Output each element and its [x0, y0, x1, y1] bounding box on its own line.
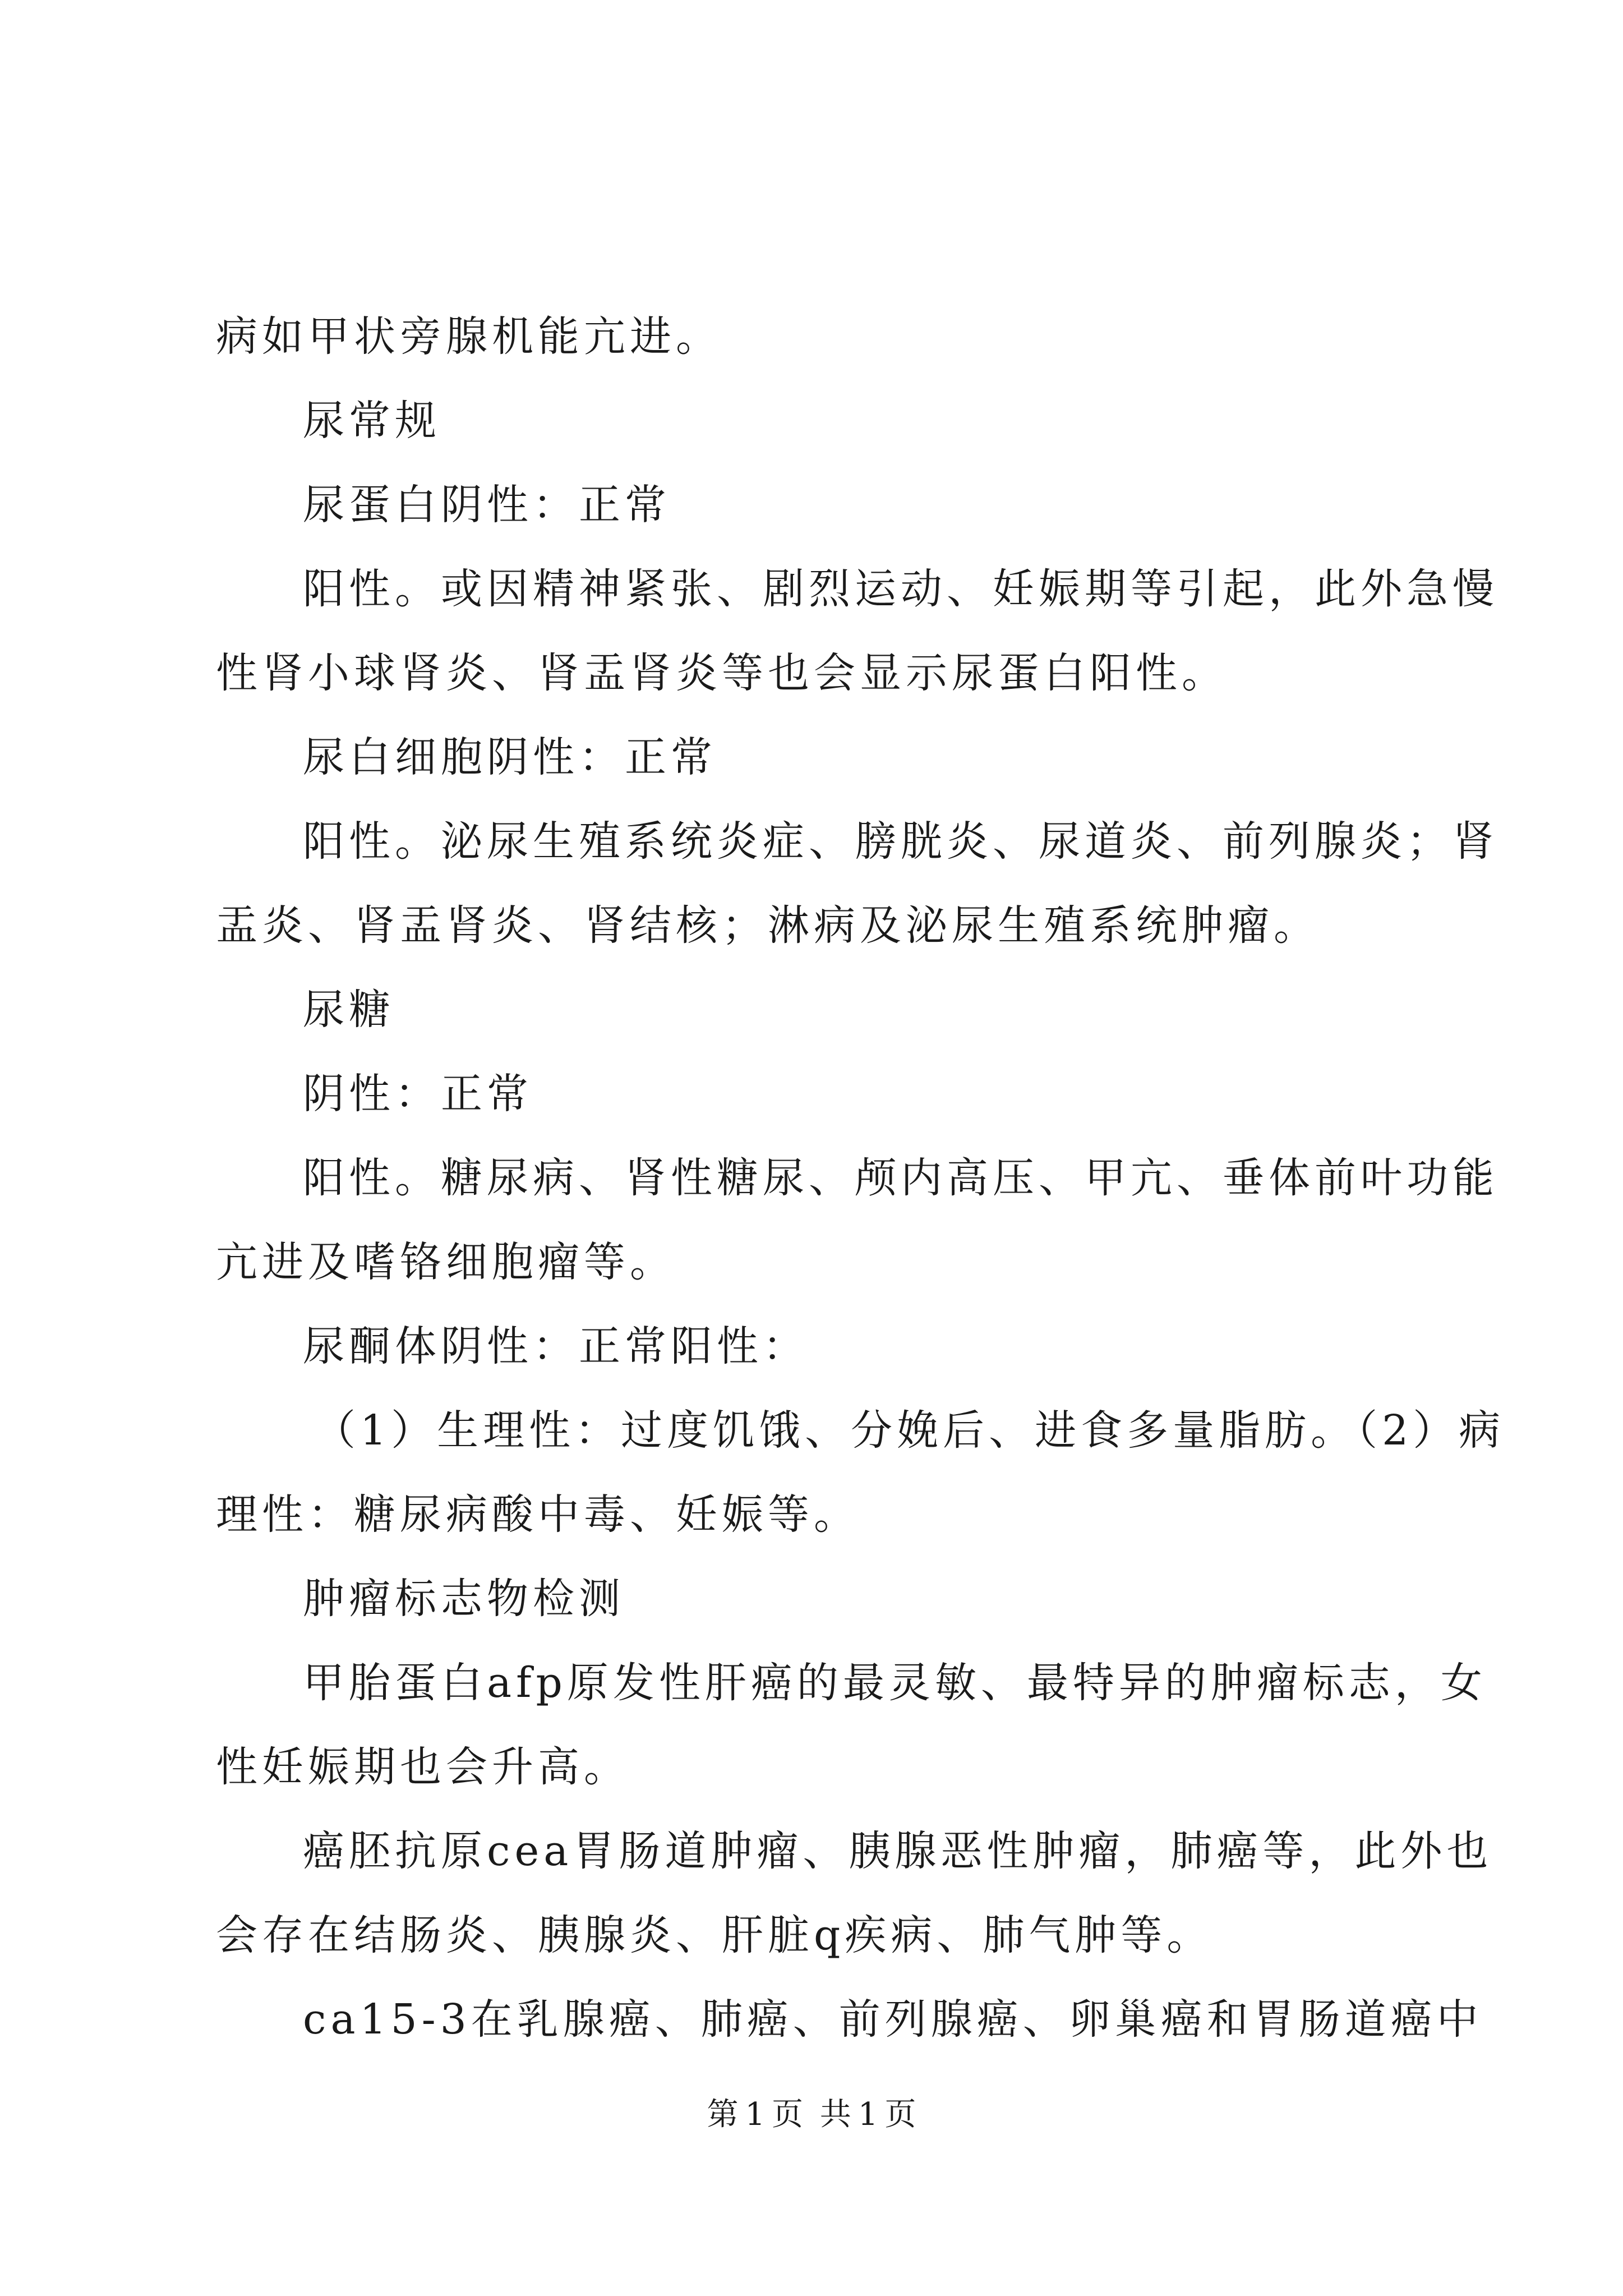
- page-label-prefix: 第: [707, 2096, 739, 2133]
- text-line-6: 尿白细胞阴性：正常: [303, 733, 717, 781]
- text-line-15: 理性：糖尿病酸中毒、妊娠等。: [216, 1490, 860, 1539]
- text-line-20: 会存在结肠炎、胰腺炎、肝脏q疾病、肺气肿等。: [216, 1911, 1213, 1959]
- text-line-19: 癌胚抗原cea胃肠道肿瘤、胰腺恶性肿瘤，肺癌等，此外也: [303, 1827, 1493, 1875]
- text-line-8: 盂炎、肾盂肾炎、肾结核；淋病及泌尿生殖系统肿瘤。: [216, 901, 1320, 950]
- text-line-1: 病如甲状旁腺机能亢进。: [216, 312, 722, 361]
- text-line-13: 尿酮体阴性：正常阳性：: [303, 1322, 809, 1370]
- section-heading-urine-sugar: 尿糖: [303, 986, 395, 1034]
- text-line-7: 阳性。泌尿生殖系统炎症、膀胱炎、尿道炎、前列腺炎；肾: [303, 817, 1498, 866]
- page-number: 1: [745, 2096, 766, 2133]
- section-heading-urine-routine: 尿常规: [303, 397, 441, 445]
- text-line-18: 性妊娠期也会升高。: [216, 1743, 630, 1791]
- section-heading-tumor-markers: 肿瘤标志物检测: [303, 1575, 625, 1623]
- text-line-10: 阴性：正常: [303, 1070, 533, 1118]
- text-line-14: （1）生理性：过度饥饿、分娩后、进食多量脂肪。（2）病: [314, 1406, 1505, 1455]
- page-label-suffix: 页: [772, 2096, 804, 2133]
- total-label-suffix: 页: [884, 2096, 916, 2133]
- text-line-12: 亢进及嗜铬细胞瘤等。: [216, 1238, 676, 1286]
- text-line-3: 尿蛋白阴性：正常: [303, 481, 671, 529]
- total-label-prefix: 共: [819, 2096, 851, 2133]
- text-line-11: 阳性。糖尿病、肾性糖尿、颅内高压、甲亢、垂体前叶功能: [303, 1154, 1498, 1202]
- total-pages: 1: [857, 2096, 878, 2133]
- text-line-17: 甲胎蛋白afp原发性肝癌的最灵敏、最特异的肿瘤标志，女: [303, 1659, 1487, 1707]
- page-footer: [0, 2092, 1623, 2137]
- text-line-4: 阳性。或因精神紧张、剧烈运动、妊娠期等引起，此外急慢: [303, 565, 1498, 613]
- text-line-21: ca15-3在乳腺癌、肺癌、前列腺癌、卵巢癌和胃肠道癌中: [303, 1995, 1483, 2044]
- text-line-5: 性肾小球肾炎、肾盂肾炎等也会显示尿蛋白阳性。: [216, 649, 1228, 697]
